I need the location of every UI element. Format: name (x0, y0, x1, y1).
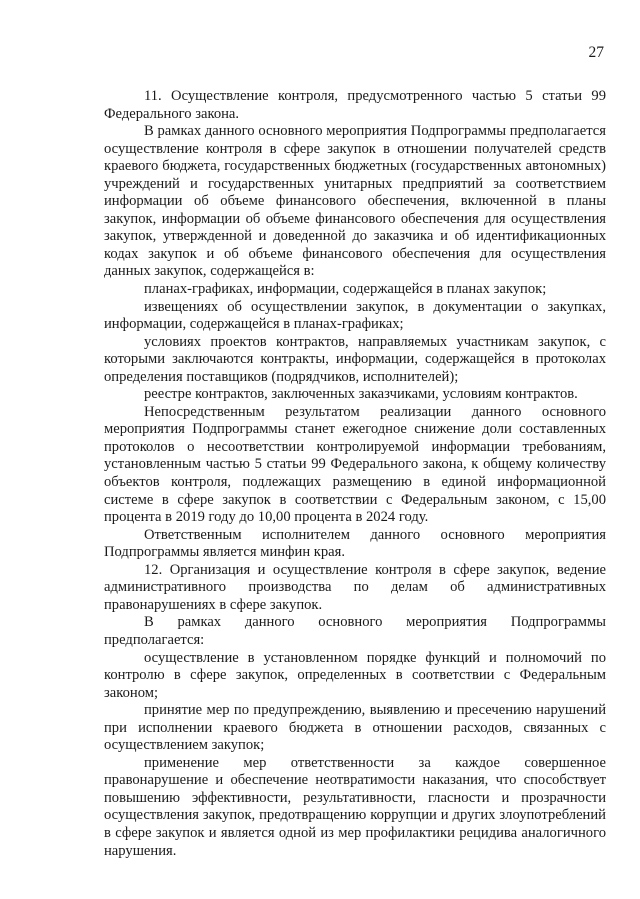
list-item: извещениях об осуществлении закупок, в документации о закупках, информации, содержащейся в планах-графиках; (104, 298, 606, 333)
paragraph: Ответственным исполнителем данного основного мероприятия Подпрограммы является минфин края. (104, 526, 606, 561)
list-item: осуществление в установленном порядке функций и полномочий по контролю в сфере закупок, определенных в соответствии с Федеральным законом; (104, 649, 606, 701)
list-item: применение мер ответственности за каждое совершенное правонарушение и обеспечение неотвратимости наказания, что способствует повышению эффективности, результативности, гласности и прозрачности осуществления закупок, предотвращению коррупции и других злоупотреблений в сфере закупок и является одной из мер профилактики рецидива аналогичного нарушения. (104, 754, 606, 859)
list-item: планах-графиках, информации, содержащейся в планах закупок; (144, 281, 547, 298)
list-item: реестре контрактов, заключенных заказчиками, условиям контрактов. (144, 386, 578, 403)
list-item: принятие мер по предупреждению, выявлению и пресечению нарушений при исполнении краевого бюджета в отношении расходов, связанных с осуществлением закупок; (104, 702, 606, 754)
paragraph: В рамках данного основного мероприятия Подпрограммы предполагается: (104, 614, 606, 648)
paragraph: Непосредственным результатом реализации данного основного мероприятия Подпрограммы станет ежегодное снижение доли составленных протоколов о несоответствии контролируемой информации требованиям, установленным частью 5 статьи 99 Федерального закона, к общему количеству объектов контроля, подлежащих размещению в единой информационной системе в сфере закупок в соответствии с Федеральным законом, с 15,00 процента в 2019 году до 10,00 процента в 2024 году. (104, 403, 606, 526)
page-number: 27 (588, 44, 604, 61)
document-body (104, 88, 606, 860)
paragraph-item-12-heading: 12. Организация и осуществление контроля в сфере закупок, ведение административного производства по делам об административных правонарушениях в сфере закупок. (104, 561, 606, 613)
list-item: условиях проектов контрактов, направляемых участникам закупок, с которыми заключаются контракты, информации, содержащейся в протоколах определения поставщиков (подрядчиков, исполнителей); (104, 333, 606, 385)
paragraph-item-11-heading: 11. Осуществление контроля, предусмотренного частью 5 статьи 99 Федерального закона. (104, 88, 606, 122)
paragraph: В рамках данного основного мероприятия Подпрограммы предполагается осуществление контроля в сфере закупок в отношении получателей средств краевого бюджета, государственных бюджетных (государственных автономных) учреждений и государственных унитарных предприятий за соответствием информации об объеме финансового обеспечения, включенной в планы закупок, информации об объеме финансового обеспечения для осуществления закупок, утвержденной и доведенной до заказчика и об идентификационных кодах закупок и об объеме финансового обеспечения для осуществления данных закупок, содержащейся в: (104, 123, 606, 280)
